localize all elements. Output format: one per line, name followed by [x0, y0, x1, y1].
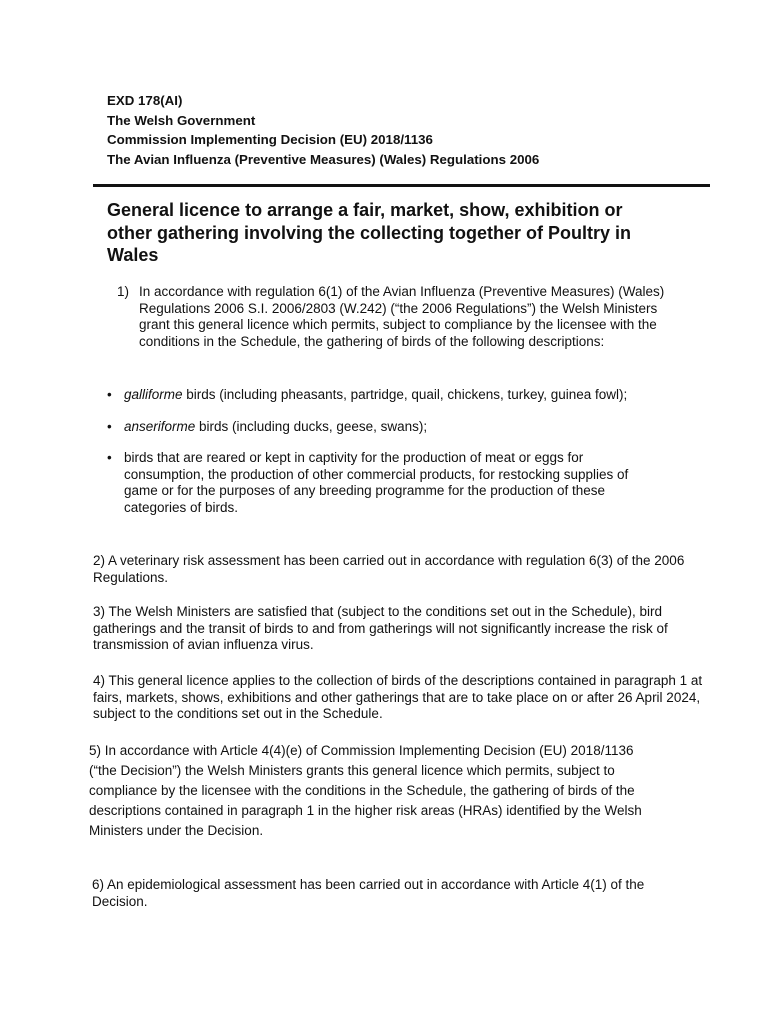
bullet-icon: •	[107, 450, 112, 465]
decision-reference: Commission Implementing Decision (EU) 2018/1136	[107, 132, 433, 147]
bird-order-name: anseriforme	[124, 418, 196, 434]
paragraph-3: 3) The Welsh Ministers are satisfied that (subject to the conditions set out in the Schedule), bird gatherings and the transit of birds to and from gatherings will not significantly increase the risk of transmission of avian influenza virus.	[93, 604, 668, 652]
bullet-icon: •	[107, 418, 112, 434]
paragraph-1-number: 1)	[117, 284, 130, 299]
regulations-reference: The Avian Influenza (Preventive Measures) (Wales) Regulations 2006	[107, 151, 540, 167]
document-header	[107, 91, 539, 169]
paragraph-1-text: In accordance with regulation 6(1) of the Avian Influenza (Preventive Measures) (Wales) Regulations 2006 S.I. 2006/2803 (W.242) (“the 2006 Regulations”) the Welsh Ministers grant this general licence which permits, subject to compliance by the licensee with the conditions in the Schedule, the gathering of birds of the following descriptions:	[139, 284, 665, 349]
list-item	[105, 387, 665, 404]
paragraph-5: 5) In accordance with Article 4(4)(e) of Commission Implementing Decision (EU) 2018/1136 (“the Decision”) the Welsh Ministers grants this general licence which permits, subject to compliance by the licensee with the conditions in the Schedule, the gathering of birds of the descriptions contained in paragraph 1 in the higher risk areas (HRAs) identified by the Welsh Ministers under the Decision.	[89, 743, 642, 838]
page-title: General licence to arrange a fair, market, show, exhibition or other gathering involving the collecting together of Poultry in Wales	[107, 200, 632, 265]
paragraph-1	[117, 284, 682, 350]
bullet-icon: •	[107, 387, 112, 402]
list-item-text: birds that are reared or kept in captivity for the production of meat or eggs for consumption, the production of other commercial products, for restocking supplies of game or for the purposes of any breeding programme for the production of these categories of birds.	[124, 450, 629, 515]
reference-code: EXD 178(AI)	[107, 93, 183, 108]
list-item	[105, 419, 665, 436]
paragraph-2: 2) A veterinary risk assessment has been carried out in accordance with regulation 6(3) of the 2006 Regulations.	[93, 553, 685, 585]
issuing-body: The Welsh Government	[107, 112, 256, 128]
bird-descriptions-list	[105, 387, 665, 531]
list-item-text: birds (including ducks, geese, swans);	[195, 418, 428, 434]
list-item-text: birds (including pheasants, partridge, quail, chickens, turkey, guinea fowl);	[182, 387, 628, 402]
header-divider	[93, 184, 710, 187]
bird-order-name: galliforme	[124, 387, 183, 402]
list-item	[105, 450, 665, 516]
paragraph-6: 6) An epidemiological assessment has been carried out in accordance with Article 4(1) of the Decision.	[92, 877, 645, 909]
paragraph-4: 4) This general licence applies to the collection of birds of the descriptions contained in paragraph 1 at fairs, markets, shows, exhibitions and other gatherings that are to take place on or after 26 April 2024, subject to the conditions set out in the Schedule.	[93, 673, 703, 721]
